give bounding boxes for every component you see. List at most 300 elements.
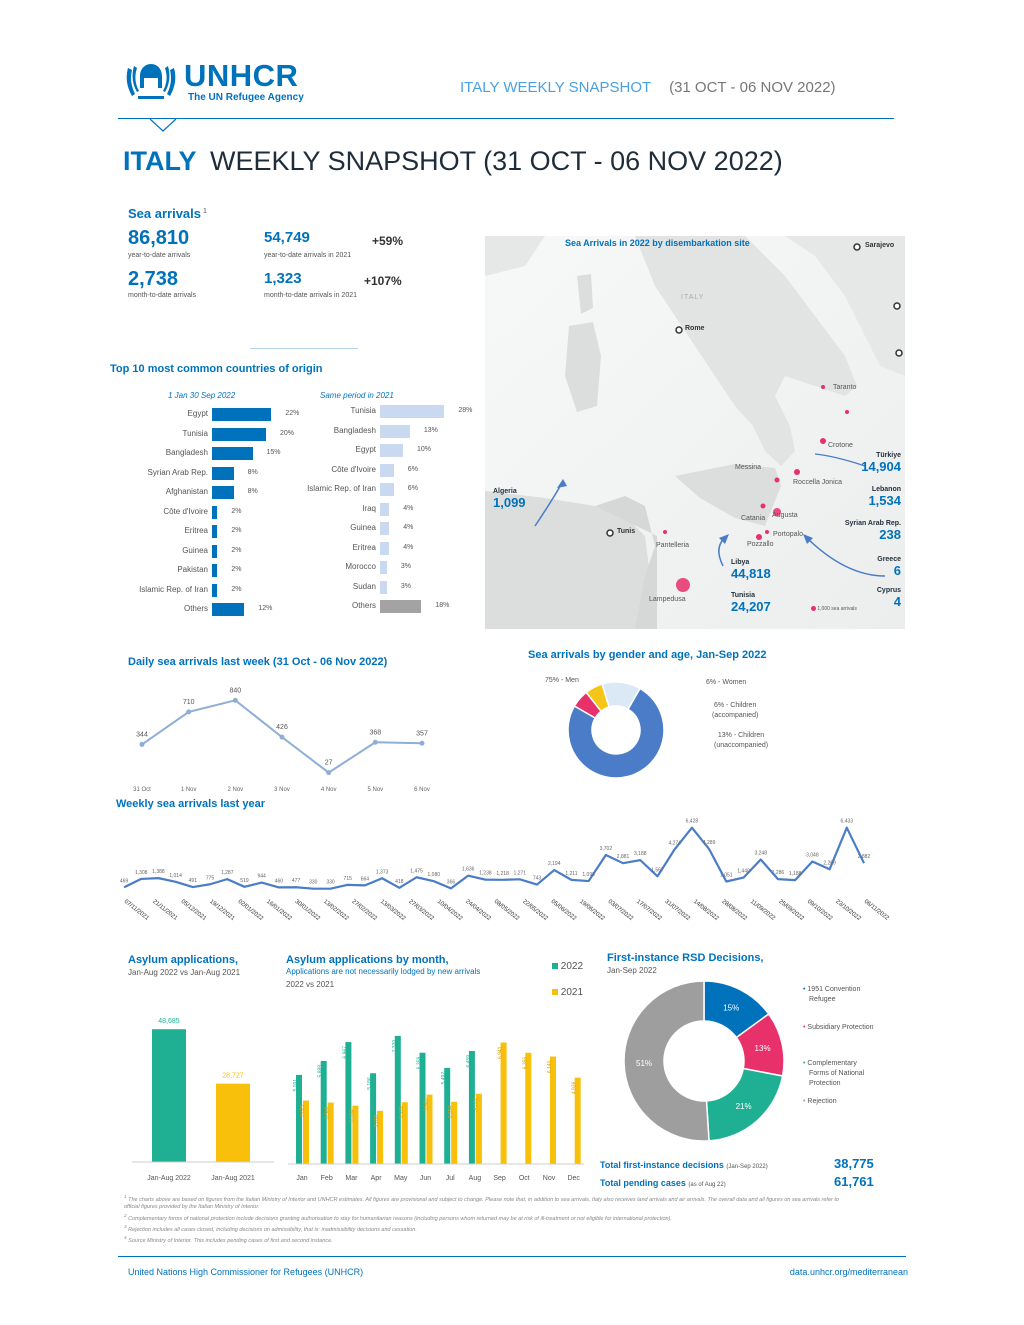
weekly-value-label: 1,287 — [220, 870, 234, 877]
site-dot-messina — [775, 478, 780, 483]
daily-point — [373, 740, 378, 745]
weekly-value-label: 330 — [326, 879, 335, 886]
weekly-value-label: 460 — [274, 878, 284, 885]
daily-x-tick: 1 Nov — [180, 787, 197, 793]
month-x-tick: Feb — [320, 1175, 333, 1182]
weekly-value-label: 366 — [446, 879, 456, 886]
flow-libya — [731, 559, 771, 581]
origin-left-bar — [212, 408, 271, 421]
weekly-x-tick: 05/06/2022 — [549, 898, 578, 923]
gender-label-men: 75% - Men — [545, 677, 579, 684]
daily-x-tick: 3 Nov — [274, 787, 290, 793]
month-value-label: 3,529 — [398, 1106, 405, 1119]
month-value-label: 6,359 — [416, 1056, 423, 1070]
map-label-crotone: Crotone — [828, 442, 853, 449]
gender-label-unaccompanied-2: (unaccompanied) — [714, 742, 769, 749]
rsd-title: First-instance RSD Decisions, — [607, 952, 764, 964]
origin-left-country-label: Bangladesh — [165, 448, 208, 457]
weekly-x-tick: 05/12/2021 — [179, 898, 208, 923]
asylum-month-chart — [286, 1000, 586, 1186]
weekly-x-tick: 13/03/2022 — [378, 898, 407, 923]
weekly-x-tick: 31/07/2022 — [663, 898, 691, 923]
site-dot-crotone — [820, 438, 826, 444]
month-x-tick: Nov — [542, 1175, 556, 1182]
flow-syria — [845, 520, 901, 542]
site-dot-other — [845, 410, 849, 414]
origin-left-row — [100, 584, 310, 598]
weekly-value-label: 743 — [532, 875, 542, 882]
logo-subtitle: The UN Refugee Agency — [188, 92, 304, 103]
header-title — [460, 79, 836, 96]
month-value-label: 3,625 — [300, 1104, 306, 1118]
weekly-value-label: 330 — [309, 879, 318, 886]
origin-right-row — [280, 542, 490, 556]
weekly-value-label: 2,269 — [823, 860, 836, 867]
footnote-2: $^2$ Complementary forms of national protection include decisions granting authorisation to stay for humanitarian reasons (including persons whom returned may be at risk of ill-treatment or not eligible for international protection). — [124, 1212, 672, 1222]
map-label-rome: Rome — [685, 325, 705, 332]
weekly-value-label: 491 — [188, 878, 198, 885]
weekly-value-label: 2,881 — [616, 854, 630, 861]
month-value-label: 3,334 — [349, 1109, 356, 1123]
weekly-x-tick: 24/04/2022 — [464, 898, 492, 923]
month-bar-2021 — [501, 1043, 507, 1164]
map-legend — [811, 606, 857, 612]
origin-right-row — [280, 581, 490, 595]
gender-label-unaccompanied — [714, 731, 768, 751]
gender-label-accompanied-1: 6% - Children — [713, 702, 757, 709]
month-value-label: 5,186 — [367, 1077, 374, 1090]
asylum-subtitle: Jan-Aug 2022 vs Jan-Aug 2021 — [128, 968, 241, 977]
rsd-total-pending — [600, 1178, 726, 1188]
flow-cyprus — [877, 587, 901, 609]
origin-right-pct-label: 28% — [458, 407, 473, 414]
gender-label-accompanied-2: (accompanied) — [712, 712, 759, 719]
daily-value-label: 840 — [229, 687, 242, 695]
weekly-value-label: 1,271 — [513, 870, 527, 877]
origin-right-row — [280, 405, 490, 419]
month-value-label: 7,320 — [391, 1039, 398, 1053]
origin-left-country-label: Others — [183, 604, 208, 613]
origin-left-pct-label: 2% — [231, 566, 242, 573]
site-dot-portopalo — [765, 530, 769, 534]
rsd-total-pending-label: Total pending cases — [600, 1178, 686, 1188]
gender-title: Sea arrivals by gender and age, Jan-Sep 2022 — [528, 649, 767, 661]
origin-right-pct-label: 6% — [407, 485, 418, 492]
weekly-x-tick: 19/06/2022 — [578, 898, 606, 923]
weekly-chart — [112, 810, 912, 950]
rsd-legend-3a: Complementary — [807, 1060, 857, 1067]
origin-left-bar — [212, 564, 217, 577]
map-legend-text: 1,000 sea arrivals — [817, 606, 857, 612]
weekly-value-label: 469 — [119, 878, 129, 885]
weekly-x-tick: 02/01/2022 — [236, 898, 264, 923]
site-dot-pantelleria — [663, 530, 667, 534]
origin-left-bar — [212, 486, 234, 499]
origin-left-row — [100, 603, 310, 617]
daily-point — [233, 698, 238, 703]
origin-left-pct-label: 12% — [258, 605, 273, 612]
weekly-value-label: 3,048 — [806, 852, 819, 859]
weekly-value-label: 1,388 — [152, 869, 165, 876]
ytd-label: year-to-date arrivals — [128, 252, 191, 259]
site-dot-catania — [761, 504, 766, 509]
origin-left-pct-label: 2% — [231, 546, 242, 554]
origin-right-country-label: Guinea — [350, 523, 376, 532]
origins-right-chart — [280, 405, 490, 621]
origin-left-row — [100, 408, 310, 422]
origins-left-chart — [100, 408, 310, 624]
weekly-value-label: 1,188 — [788, 871, 802, 878]
flow-syria-value: 238 — [879, 527, 901, 542]
month-value-label: 6,355 — [522, 1056, 529, 1070]
origin-left-pct-label: 2% — [231, 507, 242, 515]
origin-right-row — [280, 483, 490, 497]
origin-right-country-label: Sudan — [352, 581, 376, 591]
origins-title: Top 10 most common countries of origin — [110, 363, 323, 375]
origin-left-bar — [212, 584, 217, 597]
origin-left-country-label: Islamic Rep. of Iran — [139, 584, 208, 594]
daily-title: Daily sea arrivals last week (31 Oct - 06 Nov 2022) — [128, 656, 388, 668]
rsd-legend-3: • Complementary — [803, 1060, 857, 1067]
weekly-value-label: 664 — [360, 876, 370, 883]
header-title-text: ITALY WEEKLY SNAPSHOT — [460, 79, 651, 96]
weekly-x-tick: 06/11/2022 — [862, 898, 890, 922]
asylum-month-subtitle2: 2022 vs 2021 — [286, 980, 335, 989]
origin-left-country-label: Côte d'Ivoire — [163, 506, 208, 516]
daily-point — [420, 741, 425, 746]
origin-left-pct-label: 22% — [285, 410, 300, 417]
logo-text: UNHCR — [184, 58, 299, 93]
daily-point — [326, 770, 331, 775]
weekly-x-tick: 21/11/2021 — [151, 898, 179, 922]
footnote-2-text: Complementary forms of national protection include decisions granting authorisation to stay for humanitarian reasons (including persons whom returned may be at risk of ill-treatment or not eligible for international protection). — [128, 1215, 672, 1222]
month-x-tick: Jan — [296, 1175, 308, 1182]
flow-cyprus-name: Cyprus — [876, 587, 901, 594]
gender-chart — [560, 675, 680, 785]
map-legend-dot-icon — [811, 606, 816, 611]
origin-right-country-label: Tunisia — [350, 406, 376, 415]
weekly-value-label: 477 — [291, 878, 301, 885]
daily-value-label: 357 — [416, 730, 428, 738]
origin-right-row — [280, 600, 490, 614]
daily-value-label: 344 — [136, 731, 148, 739]
weekly-value-label: 1,080 — [427, 872, 441, 879]
origin-left-bar — [212, 525, 217, 538]
map-panel — [485, 236, 905, 629]
site-dot-pozzallo — [756, 534, 762, 540]
daily-value-label: 710 — [182, 698, 195, 706]
weekly-x-tick: 17/07/2022 — [635, 898, 663, 923]
footer-divider — [118, 1256, 906, 1257]
map-label-roccella: Roccella Jonica — [793, 479, 843, 486]
ytd-value: 86,810 — [128, 227, 190, 249]
daily-x-tick: 5 Nov — [367, 787, 384, 793]
month-value-label: 6,459 — [465, 1054, 472, 1068]
weekly-x-tick: 08/05/2022 — [492, 898, 521, 923]
flow-turkiye-name: Türkiye — [876, 452, 901, 459]
origin-left-pct-label: 8% — [247, 488, 258, 495]
header-chevron-icon — [148, 118, 178, 134]
weekly-x-tick: 03/07/2022 — [606, 898, 634, 923]
origin-right-country-label: Islamic Rep. of Iran — [307, 484, 376, 493]
month-value-label: 4,936 — [571, 1081, 578, 1095]
daily-x-tick: 4 Nov — [320, 787, 337, 793]
weekly-value-label: 2,882 — [857, 854, 871, 861]
rsd-total-decisions-label: Total first-instance decisions — [600, 1160, 724, 1170]
flow-tunisia — [731, 592, 771, 614]
footnote-4-text: Source Ministry of Interior. This includes pending cases of first and second instance. — [128, 1238, 333, 1245]
page-title — [123, 146, 783, 177]
ytd-prev-label: year-to-date arrivals in 2021 — [264, 252, 352, 259]
daily-value-label: 27 — [324, 759, 333, 767]
origin-left-pct-label: 20% — [280, 429, 295, 437]
weekly-x-tick: 27/03/2022 — [407, 898, 435, 923]
rsd-legend-3c: Protection — [809, 1080, 841, 1087]
capital-marker-right — [894, 303, 900, 309]
map-label-pozzallo: Pozzallo — [747, 541, 774, 548]
rsd-pct-label: 21% — [735, 1102, 752, 1112]
mtd-label: month-to-date arrivals — [128, 292, 197, 299]
unhcr-emblem-icon — [122, 58, 180, 104]
rsd-pct-label: 51% — [636, 1058, 653, 1068]
origin-left-pct-label: 2% — [231, 527, 242, 534]
weekly-title: Weekly sea arrivals last year — [116, 798, 266, 810]
flow-cyprus-value: 4 — [893, 594, 901, 609]
map-title: Sea Arrivals in 2022 by disembarkation site — [565, 238, 750, 248]
origin-right-bar — [380, 483, 394, 496]
footer-link[interactable]: data.unhcr.org/mediterranean — [789, 1267, 908, 1277]
month-value-label: 3,554 — [448, 1105, 455, 1119]
origin-left-bar — [212, 428, 266, 441]
origin-right-pct-label: 4% — [403, 524, 414, 531]
map-label-augusta: Augusta — [772, 512, 798, 519]
weekly-value-label: 418 — [395, 878, 404, 885]
footnote-3-text: Rejection includes all cases closed, including decisions on admissibility, that is: inadmissibility decisions and cessation. — [128, 1226, 417, 1233]
month-x-tick: Oct — [518, 1175, 530, 1182]
origin-left-country-label: Eritrea — [184, 526, 208, 535]
rsd-pct-label: 15% — [723, 1003, 740, 1013]
page-title-country: ITALY — [123, 146, 197, 176]
weekly-value-label: 1,211 — [565, 870, 578, 877]
origin-left-row — [100, 467, 310, 481]
rsd-legend-3b: Forms of National — [809, 1070, 865, 1077]
daily-point — [280, 735, 285, 740]
weekly-value-label: 715 — [343, 875, 352, 882]
origin-left-bar — [212, 506, 217, 519]
rsd-pct-label: 13% — [754, 1043, 771, 1053]
flow-tunisia-value: 24,207 — [731, 599, 771, 614]
weekly-value-label: 944 — [257, 873, 266, 880]
month-value-label: 5,091 — [293, 1078, 299, 1092]
mtd-value: 2,738 — [128, 268, 179, 290]
origin-left-country-label: Afghanistan — [165, 487, 208, 496]
origin-right-row — [280, 464, 490, 478]
origin-left-row — [100, 447, 310, 461]
asylum-bar — [216, 1084, 250, 1162]
map-label-tunis: Tunis — [617, 528, 636, 535]
flow-greece — [877, 556, 901, 578]
weekly-value-label: 6,428 — [685, 818, 699, 825]
weekly-x-tick: 22/05/2022 — [521, 898, 549, 923]
header-divider — [118, 118, 894, 119]
weekly-line — [124, 828, 864, 889]
origin-right-pct-label: 13% — [423, 426, 438, 434]
weekly-value-label: 1,373 — [375, 869, 389, 876]
weekly-value-label: 3,702 — [599, 845, 613, 852]
month-x-tick: Jun — [419, 1175, 432, 1182]
weekly-x-tick: 09/10/2022 — [805, 898, 834, 923]
rsd-subtitle: Jan-Sep 2022 — [607, 966, 657, 975]
footnotes — [124, 1193, 844, 1246]
month-value-label: 5,889 — [317, 1064, 324, 1078]
weekly-x-tick: 13/02/2022 — [321, 898, 350, 923]
month-value-label: 6,140 — [547, 1060, 553, 1074]
asylum-value-label: 28,727 — [222, 1072, 244, 1080]
origin-right-bar — [380, 405, 444, 418]
weekly-value-label: 1,440 — [737, 868, 750, 875]
map-label-lampedusa: Lampedusa — [649, 596, 686, 603]
asylum-x-tick: Jan-Aug 2021 — [211, 1175, 255, 1182]
rsd-legend-4: • Rejection — [803, 1098, 837, 1105]
kpi-divider — [250, 348, 358, 349]
origins-left-period: 1 Jan 30 Sep 2022 — [168, 391, 236, 400]
mtd-change: +107% — [364, 274, 402, 288]
weekly-x-tick: 23/10/2022 — [834, 898, 862, 923]
map-label-pantelleria: Pantelleria — [656, 542, 690, 549]
weekly-value-label: 4,289 — [702, 840, 716, 847]
origin-right-pct-label: 18% — [435, 602, 450, 609]
weekly-value-label: 1,475 — [410, 868, 423, 875]
flow-turkiye-value: 14,904 — [861, 459, 901, 474]
legend-2022-swatch — [552, 963, 558, 969]
weekly-value-label: 1,636 — [461, 866, 475, 873]
origin-left-row — [100, 506, 310, 520]
weekly-x-tick: 30/01/2022 — [293, 898, 321, 923]
legend-2021-swatch — [552, 989, 558, 995]
weekly-x-tick: 07/11/2021 — [122, 898, 150, 922]
flow-libya-name: Libya — [731, 559, 750, 566]
origin-right-row — [280, 503, 490, 517]
origin-right-row — [280, 425, 490, 439]
daily-value-label: 426 — [276, 724, 288, 732]
capital-marker-right2 — [896, 350, 902, 356]
rsd-legend-1: • 1951 Convention — [803, 986, 861, 993]
origin-right-country-label: Iraq — [362, 503, 376, 513]
origin-left-row — [100, 486, 310, 500]
gender-label-unaccompanied-1: 13% - Children — [717, 732, 765, 739]
site-dot-roccella — [794, 469, 800, 475]
legend-2022-label: 2022 — [560, 961, 584, 972]
gender-label-women: 6% - Women — [706, 679, 747, 686]
ytd-change: +59% — [372, 234, 404, 248]
weekly-value-label: 3,188 — [634, 851, 647, 858]
daily-x-tick: 6 Nov — [414, 787, 430, 793]
weekly-x-tick: 28/08/2022 — [720, 898, 748, 923]
flow-tunisia-name: Tunisia — [731, 592, 755, 599]
daily-x-tick: 2 Nov — [227, 787, 244, 793]
asylum-bar — [152, 1029, 186, 1162]
origin-right-pct-label: 4% — [403, 543, 414, 551]
weekly-x-tick: 25/09/2022 — [777, 898, 805, 923]
footnote-1-text: The charts above are based on figures from the Italian Ministry of Interior and UNHCR estimates. All figures are provisional and subject to change. Please note that, in addition to sea arrivals, Italy also receives land arrivals and air arrivals. The overall data and all figures on sea arrivals refer to official figures provided by the Italian Ministry of Interior. — [124, 1196, 839, 1211]
flow-greece-value: 6 — [893, 563, 901, 578]
origin-right-country-label: Others — [351, 601, 376, 610]
month-value-label: 3,963 — [423, 1098, 430, 1112]
origin-left-bar — [212, 545, 217, 558]
mtd-prev-value: 1,323 — [264, 270, 302, 287]
weekly-value-label: 2,194 — [547, 861, 561, 868]
page-title-rest: WEEKLY SNAPSHOT (31 OCT - 06 NOV 2022) — [210, 146, 783, 176]
origin-right-row — [280, 444, 490, 458]
capital-marker-sarajevo — [854, 244, 860, 250]
capital-marker-rome — [676, 327, 682, 333]
month-x-tick: Aug — [468, 1175, 482, 1182]
origin-left-row — [100, 564, 310, 578]
origin-left-country-label: Pakistan — [177, 565, 208, 574]
flow-lebanon-value: 1,534 — [868, 493, 901, 508]
header-dates: (31 OCT - 06 NOV 2022) — [669, 79, 836, 96]
origin-right-country-label: Côte d'Ivoire — [331, 464, 376, 474]
map-label-messina: Messina — [735, 464, 762, 471]
asylum-x-tick: Jan-Aug 2022 — [147, 1175, 191, 1182]
month-value-label: 3,038 — [374, 1114, 381, 1128]
rsd-total-decisions-period: (Jan-Sep 2022) — [726, 1164, 768, 1170]
flow-algeria — [493, 488, 526, 510]
month-value-label: 3,508 — [324, 1106, 331, 1120]
origin-right-bar — [380, 522, 389, 535]
origin-right-bar — [380, 542, 389, 555]
month-x-tick: May — [394, 1175, 408, 1182]
weekly-value-label: 1,238 — [479, 870, 492, 877]
weekly-value-label: 1,286 — [771, 870, 785, 877]
rsd-chart — [620, 977, 790, 1145]
weekly-value-label: 1,093 — [582, 872, 595, 879]
sea-arrivals-title-text: Sea arrivals — [128, 206, 202, 221]
rsd-legend-4a: Rejection — [807, 1098, 837, 1105]
origin-left-country-label: Syrian Arab Rep. — [147, 467, 208, 477]
asylum-month-title: Asylum applications by month, — [286, 954, 449, 966]
legend-2021-label: 2021 — [560, 987, 584, 998]
origin-right-country-label: Morocco — [345, 562, 376, 571]
flow-algeria-name: Algeria — [493, 488, 517, 495]
asylum-value-label: 48,685 — [158, 1018, 180, 1026]
daily-x-tick: 31 Oct — [133, 787, 151, 793]
map-label-taranto: Taranto — [833, 384, 857, 391]
origin-right-bar — [380, 600, 421, 613]
ytd-prev-value: 54,749 — [264, 229, 310, 246]
flow-lebanon — [868, 486, 901, 508]
origin-left-row — [100, 525, 310, 539]
month-x-tick: Jul — [445, 1175, 455, 1182]
map-label-sarajevo: Sarajevo — [865, 242, 895, 249]
month-x-tick: Apr — [370, 1175, 382, 1182]
rsd-legend — [803, 985, 874, 1107]
origin-left-bar — [212, 467, 234, 480]
weekly-x-tick: 19/12/2021 — [208, 898, 236, 923]
weekly-value-label: 1,218 — [496, 870, 509, 877]
weekly-value-label: 1,051 — [720, 872, 733, 879]
unhcr-logo — [122, 58, 332, 106]
flow-libya-value: 44,818 — [731, 566, 771, 581]
rsd-legend-1a: 1951 Convention — [807, 986, 861, 993]
weekly-value-label: 3,248 — [754, 850, 768, 857]
flow-turkiye — [861, 452, 901, 474]
footer-org: United Nations High Commissioner for Refugees (UNHCR) — [128, 1267, 364, 1277]
origin-left-country-label: Tunisia — [182, 428, 208, 438]
footnote-1: $^1$ The charts above are based on figures from the Italian Ministry of Interior and UNHCR estimates. All figures are provisional and subject to change. Please note that, in addition to sea arrivals, Italy also receives land arrivals and air arrivals. The overall data and all figures on sea arrivals refer to official figures provided by the Italian Ministry of Interior. — [124, 1194, 839, 1211]
weekly-value-label: 4,274 — [668, 840, 681, 847]
weekly-value-label: 1,308 — [134, 869, 148, 876]
